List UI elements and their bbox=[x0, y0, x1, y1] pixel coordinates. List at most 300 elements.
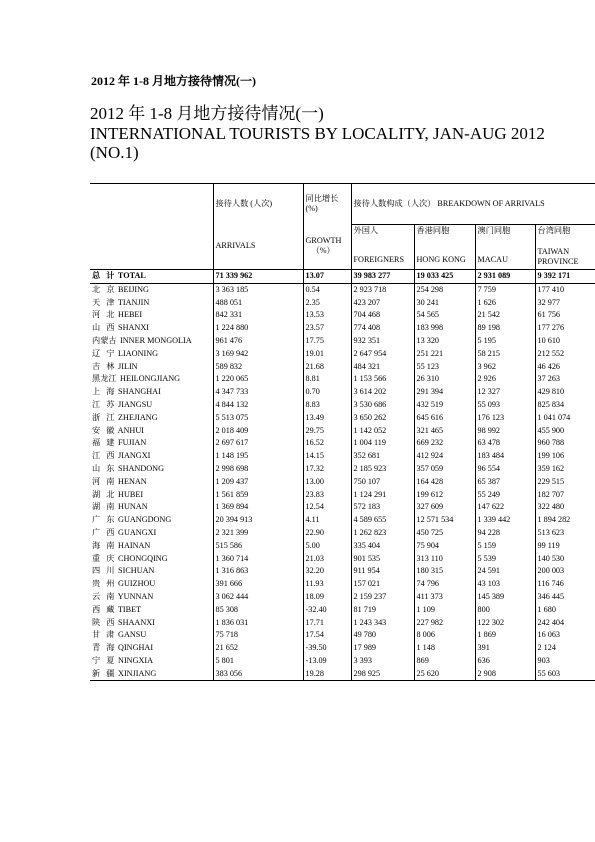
region-name-en: HENAN bbox=[118, 476, 147, 486]
taiwan-cell: 10 610 bbox=[535, 335, 595, 348]
region-name-cn: 江 西 bbox=[92, 451, 117, 461]
region-cell bbox=[90, 411, 213, 424]
macau-cell: 98 992 bbox=[475, 424, 535, 437]
foreigners-cell: 335 404 bbox=[351, 539, 414, 552]
taiwan-cell: 346 445 bbox=[535, 591, 595, 604]
region-name-en: NINGXIA bbox=[118, 655, 154, 665]
arrivals-cell: 2 321 399 bbox=[213, 527, 303, 540]
taiwan-cell: 212 552 bbox=[535, 347, 595, 360]
table-row bbox=[90, 335, 595, 348]
arrivals-cell: 3 363 185 bbox=[213, 283, 303, 296]
arrivals-cell: 2 697 617 bbox=[213, 437, 303, 450]
hongkong-cell: 227 982 bbox=[414, 616, 475, 629]
growth-cell: 4.11 bbox=[303, 514, 351, 527]
hongkong-cell: 74 796 bbox=[414, 578, 475, 591]
region-name-cn: 上 海 bbox=[92, 387, 117, 397]
arrivals-cell: 1 836 031 bbox=[213, 616, 303, 629]
foreigners-cell: 423 207 bbox=[351, 296, 414, 309]
foreigners-cell: 484 321 bbox=[351, 360, 414, 373]
macau-cell: 176 123 bbox=[475, 411, 535, 424]
arrivals-cell: 589 832 bbox=[213, 360, 303, 373]
hongkong-cell: 291 394 bbox=[414, 386, 475, 399]
macau-cell: 183 484 bbox=[475, 450, 535, 463]
region-cell bbox=[90, 373, 213, 386]
foreigners-cell: 1 004 119 bbox=[351, 437, 414, 450]
hongkong-cell: 412 924 bbox=[414, 450, 475, 463]
macau-cell: 636 bbox=[475, 655, 535, 668]
growth-cell: 23.57 bbox=[303, 322, 351, 335]
growth-cell: 18.09 bbox=[303, 591, 351, 604]
table-row bbox=[90, 411, 595, 424]
region-name-cn: 江 苏 bbox=[92, 399, 117, 409]
header-macau-en: MACAU bbox=[475, 238, 535, 270]
region-name-cn: 湖 北 bbox=[92, 489, 117, 499]
growth-cell: 21.68 bbox=[303, 360, 351, 373]
arrivals-cell: 1 369 894 bbox=[213, 501, 303, 514]
region-name-cn: 黑龙江 bbox=[92, 374, 117, 384]
region-name-cn: 青 海 bbox=[92, 643, 117, 653]
region-name-en: TIBET bbox=[117, 604, 142, 614]
arrivals-cell: 1 209 437 bbox=[213, 475, 303, 488]
table-row bbox=[90, 501, 595, 514]
region-cell bbox=[90, 475, 213, 488]
region-name-en: HEBEI bbox=[118, 310, 143, 320]
growth-cell: -39.50 bbox=[303, 642, 351, 655]
region-cell bbox=[90, 463, 213, 476]
taiwan-cell: 32 977 bbox=[535, 296, 595, 309]
region-cell bbox=[90, 539, 213, 552]
macau-cell: 89 198 bbox=[475, 322, 535, 335]
table-row bbox=[90, 578, 595, 591]
foreigners-cell: 750 107 bbox=[351, 475, 414, 488]
growth-cell: 8.81 bbox=[303, 373, 351, 386]
region-cell bbox=[90, 424, 213, 437]
hongkong-cell: 8 006 bbox=[414, 629, 475, 642]
macau-cell: 145 389 bbox=[475, 591, 535, 604]
table-row bbox=[90, 603, 595, 616]
region-name-cn: 广 东 bbox=[92, 515, 117, 525]
foreigners-cell: 1 124 291 bbox=[351, 488, 414, 501]
taiwan-cell: 429 810 bbox=[535, 386, 595, 399]
region-cell bbox=[90, 283, 213, 296]
region-name-cn: 山 西 bbox=[92, 323, 117, 333]
foreigners-cell: 932 351 bbox=[351, 335, 414, 348]
region-cell bbox=[90, 386, 213, 399]
foreigners-cell: 298 925 bbox=[351, 667, 414, 680]
region-cell bbox=[90, 450, 213, 463]
foreigners-cell: 901 535 bbox=[351, 552, 414, 565]
table-row bbox=[90, 437, 595, 450]
macau-cell: 65 387 bbox=[475, 475, 535, 488]
macau-cell: 63 478 bbox=[475, 437, 535, 450]
region-name-cn: 浙 江 bbox=[92, 412, 117, 422]
title-block bbox=[90, 103, 595, 162]
hongkong-cell: 645 616 bbox=[414, 411, 475, 424]
taiwan-cell: 46 426 bbox=[535, 360, 595, 373]
region-name-en: HUNAN bbox=[118, 502, 148, 512]
hongkong-cell: 411 373 bbox=[414, 591, 475, 604]
region-name-cn: 海 南 bbox=[92, 540, 117, 550]
growth-cell: 2.35 bbox=[303, 296, 351, 309]
header-growth-cn: 同比增长 (%) bbox=[303, 184, 351, 225]
arrivals-cell: 383 056 bbox=[213, 667, 303, 680]
growth-cell: 32.20 bbox=[303, 565, 351, 578]
region-cell bbox=[90, 347, 213, 360]
total-growth: 13.07 bbox=[303, 269, 351, 283]
region-name-cn: 四 川 bbox=[92, 566, 117, 576]
region-cell bbox=[90, 322, 213, 335]
hongkong-cell: 26 310 bbox=[414, 373, 475, 386]
region-name-en: GUANGXI bbox=[118, 527, 157, 537]
region-name-en: GANSU bbox=[118, 630, 147, 640]
arrivals-cell: 5 801 bbox=[213, 655, 303, 668]
table-row bbox=[90, 360, 595, 373]
macau-cell: 58 215 bbox=[475, 347, 535, 360]
header-growth-en-label: GROWTH bbox=[305, 236, 342, 246]
region-name-en: XINJIANG bbox=[118, 668, 157, 678]
growth-cell: 14.15 bbox=[303, 450, 351, 463]
hongkong-cell: 54 565 bbox=[414, 309, 475, 322]
region-cell bbox=[90, 309, 213, 322]
region-name-en: TIANJIN bbox=[117, 297, 150, 307]
taiwan-cell: 177 410 bbox=[535, 283, 595, 296]
taiwan-cell: 200 003 bbox=[535, 565, 595, 578]
total-taiwan: 9 392 171 bbox=[535, 269, 595, 283]
foreigners-cell: 1 262 823 bbox=[351, 527, 414, 540]
arrivals-cell: 20 394 913 bbox=[213, 514, 303, 527]
foreigners-cell: 3 614 202 bbox=[351, 386, 414, 399]
region-name-cn: 陕 西 bbox=[92, 617, 117, 627]
region-name-en: JILIN bbox=[118, 361, 138, 371]
region-name-cn: 安 徽 bbox=[92, 425, 117, 435]
macau-cell: 43 103 bbox=[475, 578, 535, 591]
region-cell bbox=[90, 552, 213, 565]
total-label bbox=[90, 269, 213, 283]
growth-cell: -32.40 bbox=[303, 603, 351, 616]
region-name-en: BEIJING bbox=[118, 284, 149, 294]
growth-cell: 16.52 bbox=[303, 437, 351, 450]
region-name-cn: 重 庆 bbox=[92, 553, 117, 563]
foreigners-cell: 1 142 052 bbox=[351, 424, 414, 437]
taiwan-cell: 199 106 bbox=[535, 450, 595, 463]
region-name-en: FUJIAN bbox=[118, 438, 147, 448]
arrivals-cell: 515 586 bbox=[213, 539, 303, 552]
table-row bbox=[90, 296, 595, 309]
foreigners-cell: 352 681 bbox=[351, 450, 414, 463]
hongkong-cell: 12 571 534 bbox=[414, 514, 475, 527]
header-breakdown: 接待人数构成（人次） BREAKDOWN OF ARRIVALS bbox=[351, 184, 595, 225]
hongkong-cell: 432 519 bbox=[414, 399, 475, 412]
table-row bbox=[90, 539, 595, 552]
region-name-en: GUANGDONG bbox=[118, 515, 172, 525]
growth-cell: 17.54 bbox=[303, 629, 351, 642]
region-cell bbox=[90, 527, 213, 540]
region-cell bbox=[90, 360, 213, 373]
region-name-cn: 天 津 bbox=[92, 297, 117, 307]
taiwan-cell: 116 746 bbox=[535, 578, 595, 591]
hongkong-cell: 1 109 bbox=[414, 603, 475, 616]
header-growth-en bbox=[303, 224, 351, 269]
arrivals-cell: 2 998 698 bbox=[213, 463, 303, 476]
taiwan-cell: 825 834 bbox=[535, 399, 595, 412]
region-name-en: SICHUAN bbox=[118, 566, 155, 576]
region-cell bbox=[90, 335, 213, 348]
region-name-en: GUIZHOU bbox=[118, 579, 156, 589]
hongkong-cell: 30 241 bbox=[414, 296, 475, 309]
region-name-cn: 福 建 bbox=[92, 438, 117, 448]
region-cell bbox=[90, 667, 213, 680]
foreigners-cell: 1 243 343 bbox=[351, 616, 414, 629]
header-arrivals-en: ARRIVALS bbox=[213, 224, 303, 269]
region-name-cn: 宁 夏 bbox=[92, 655, 117, 665]
foreigners-cell: 911 954 bbox=[351, 565, 414, 578]
growth-cell: 23.83 bbox=[303, 488, 351, 501]
total-label-cn: 总 计 bbox=[92, 270, 117, 280]
taiwan-cell: 177 276 bbox=[535, 322, 595, 335]
arrivals-cell: 2 018 409 bbox=[213, 424, 303, 437]
region-name-en: SHANGHAI bbox=[118, 387, 161, 397]
table-row bbox=[90, 386, 595, 399]
header-macau-cn: 澳门同胞 bbox=[475, 224, 535, 238]
arrivals-cell: 5 513 075 bbox=[213, 411, 303, 424]
region-name-cn: 西 藏 bbox=[92, 604, 117, 614]
region-cell bbox=[90, 642, 213, 655]
table-row bbox=[90, 283, 595, 296]
arrivals-cell: 488 051 bbox=[213, 296, 303, 309]
hongkong-cell: 450 725 bbox=[414, 527, 475, 540]
growth-cell: 17.32 bbox=[303, 463, 351, 476]
hongkong-cell: 321 465 bbox=[414, 424, 475, 437]
arrivals-cell: 1 316 863 bbox=[213, 565, 303, 578]
total-row bbox=[90, 269, 595, 283]
region-cell bbox=[90, 399, 213, 412]
taiwan-cell: 99 119 bbox=[535, 539, 595, 552]
region-name-en: HAINAN bbox=[118, 540, 151, 550]
macau-cell: 55 249 bbox=[475, 488, 535, 501]
foreigners-cell: 1 153 566 bbox=[351, 373, 414, 386]
foreigners-cell: 2 923 718 bbox=[351, 283, 414, 296]
title-english: INTERNATIONAL TOURISTS BY LOCALITY, JAN-AUG 2012 (NO.1) bbox=[90, 124, 545, 162]
taiwan-cell: 1 894 282 bbox=[535, 514, 595, 527]
growth-cell: 17.75 bbox=[303, 335, 351, 348]
arrivals-cell: 1 220 065 bbox=[213, 373, 303, 386]
region-name-en: YUNNAN bbox=[117, 591, 154, 601]
growth-cell: 22.90 bbox=[303, 527, 351, 540]
tourist-arrivals-table bbox=[90, 183, 595, 681]
arrivals-cell: 1 561 859 bbox=[213, 488, 303, 501]
macau-cell: 1 869 bbox=[475, 629, 535, 642]
region-cell bbox=[90, 296, 213, 309]
region-name-cn: 新 疆 bbox=[92, 668, 117, 678]
table-row bbox=[90, 463, 595, 476]
taiwan-cell: 55 603 bbox=[535, 667, 595, 680]
growth-cell: 5.00 bbox=[303, 539, 351, 552]
foreigners-cell: 774 408 bbox=[351, 322, 414, 335]
region-cell bbox=[90, 565, 213, 578]
growth-cell: 21.03 bbox=[303, 552, 351, 565]
arrivals-cell: 3 062 444 bbox=[213, 591, 303, 604]
macau-cell: 3 962 bbox=[475, 360, 535, 373]
taiwan-cell: 322 480 bbox=[535, 501, 595, 514]
region-cell bbox=[90, 629, 213, 642]
region-cell bbox=[90, 655, 213, 668]
foreigners-cell: 81 719 bbox=[351, 603, 414, 616]
region-name-cn: 广 西 bbox=[92, 527, 117, 537]
header-taiwan-en: TAIWAN PROVINCE bbox=[535, 238, 595, 270]
table-row bbox=[90, 527, 595, 540]
growth-cell: 13.53 bbox=[303, 309, 351, 322]
region-cell bbox=[90, 591, 213, 604]
region-cell bbox=[90, 488, 213, 501]
region-name-cn: 甘 肃 bbox=[92, 630, 117, 640]
arrivals-cell: 842 331 bbox=[213, 309, 303, 322]
hongkong-cell: 55 123 bbox=[414, 360, 475, 373]
table-row bbox=[90, 347, 595, 360]
region-cell bbox=[90, 578, 213, 591]
header-arrivals-cn: 接待人数 (人次) bbox=[213, 184, 303, 225]
taiwan-cell: 359 162 bbox=[535, 463, 595, 476]
macau-cell: 21 542 bbox=[475, 309, 535, 322]
total-foreigners: 39 983 277 bbox=[351, 269, 414, 283]
arrivals-cell: 961 476 bbox=[213, 335, 303, 348]
hongkong-cell: 357 059 bbox=[414, 463, 475, 476]
region-name-en: SHAANXI bbox=[118, 617, 155, 627]
header-foreigners-en: FOREIGNERS bbox=[351, 238, 414, 270]
arrivals-cell: 4 844 132 bbox=[213, 399, 303, 412]
header-taiwan-cn: 台湾同胞 bbox=[535, 224, 595, 238]
table-row bbox=[90, 424, 595, 437]
macau-cell: 12 327 bbox=[475, 386, 535, 399]
table-row bbox=[90, 322, 595, 335]
macau-cell: 96 554 bbox=[475, 463, 535, 476]
macau-cell: 391 bbox=[475, 642, 535, 655]
growth-cell: 19.01 bbox=[303, 347, 351, 360]
foreigners-cell: 157 021 bbox=[351, 578, 414, 591]
arrivals-cell: 1 224 880 bbox=[213, 322, 303, 335]
region-cell bbox=[90, 501, 213, 514]
table-row bbox=[90, 488, 595, 501]
region-name-cn: 吉 林 bbox=[92, 361, 117, 371]
macau-cell: 2 926 bbox=[475, 373, 535, 386]
taiwan-cell: 1 041 074 bbox=[535, 411, 595, 424]
taiwan-cell: 140 530 bbox=[535, 552, 595, 565]
hongkong-cell: 180 315 bbox=[414, 565, 475, 578]
foreigners-cell: 2 647 954 bbox=[351, 347, 414, 360]
foreigners-cell: 3 650 262 bbox=[351, 411, 414, 424]
region-name-en: INNER MONGOLIA bbox=[120, 335, 192, 345]
table-row bbox=[90, 309, 595, 322]
hongkong-cell: 251 221 bbox=[414, 347, 475, 360]
macau-cell: 800 bbox=[475, 603, 535, 616]
arrivals-cell: 21 652 bbox=[213, 642, 303, 655]
growth-cell: 11.93 bbox=[303, 578, 351, 591]
hongkong-cell: 1 148 bbox=[414, 642, 475, 655]
foreigners-cell: 3 530 686 bbox=[351, 399, 414, 412]
growth-cell: 17.71 bbox=[303, 616, 351, 629]
table-row bbox=[90, 552, 595, 565]
foreigners-cell: 4 589 655 bbox=[351, 514, 414, 527]
hongkong-cell: 13 320 bbox=[414, 335, 475, 348]
region-cell bbox=[90, 603, 213, 616]
growth-cell: 13.00 bbox=[303, 475, 351, 488]
header-growth-unit: （%） bbox=[311, 246, 335, 256]
hongkong-cell: 869 bbox=[414, 655, 475, 668]
table-row bbox=[90, 629, 595, 642]
table-row bbox=[90, 655, 595, 668]
hongkong-cell: 75 904 bbox=[414, 539, 475, 552]
region-name-cn: 云 南 bbox=[92, 591, 117, 601]
taiwan-cell: 960 788 bbox=[535, 437, 595, 450]
region-name-en: HUBEI bbox=[118, 489, 144, 499]
macau-cell: 1 339 442 bbox=[475, 514, 535, 527]
growth-cell: 12.54 bbox=[303, 501, 351, 514]
macau-cell: 2 908 bbox=[475, 667, 535, 680]
growth-cell: 0.70 bbox=[303, 386, 351, 399]
table-row bbox=[90, 642, 595, 655]
region-name-en: SHANXI bbox=[118, 323, 149, 333]
table-row bbox=[90, 373, 595, 386]
growth-cell: 19.28 bbox=[303, 667, 351, 680]
region-cell bbox=[90, 616, 213, 629]
table-row bbox=[90, 591, 595, 604]
hongkong-cell: 25 620 bbox=[414, 667, 475, 680]
hongkong-cell: 669 232 bbox=[414, 437, 475, 450]
total-arrivals: 71 339 962 bbox=[213, 269, 303, 283]
total-macau: 2 931 089 bbox=[475, 269, 535, 283]
growth-cell: 29.75 bbox=[303, 424, 351, 437]
region-name-cn: 贵 州 bbox=[92, 579, 117, 589]
taiwan-cell: 182 707 bbox=[535, 488, 595, 501]
hongkong-cell: 164 428 bbox=[414, 475, 475, 488]
macau-cell: 24 591 bbox=[475, 565, 535, 578]
macau-cell: 5 539 bbox=[475, 552, 535, 565]
region-name-en: QINGHAI bbox=[118, 643, 154, 653]
region-name-cn: 内蒙古 bbox=[92, 335, 117, 345]
table-row bbox=[90, 450, 595, 463]
taiwan-cell: 61 756 bbox=[535, 309, 595, 322]
arrivals-cell: 1 148 195 bbox=[213, 450, 303, 463]
arrivals-cell: 75 718 bbox=[213, 629, 303, 642]
taiwan-cell: 37 263 bbox=[535, 373, 595, 386]
hongkong-cell: 327 609 bbox=[414, 501, 475, 514]
table-row bbox=[90, 667, 595, 680]
region-name-cn: 湖 南 bbox=[92, 502, 117, 512]
hongkong-cell: 183 998 bbox=[414, 322, 475, 335]
arrivals-cell: 3 169 942 bbox=[213, 347, 303, 360]
foreigners-cell: 2 185 923 bbox=[351, 463, 414, 476]
macau-cell: 94 228 bbox=[475, 527, 535, 540]
region-name-cn: 河 南 bbox=[92, 476, 117, 486]
header-row-1 bbox=[90, 184, 595, 225]
macau-cell: 147 622 bbox=[475, 501, 535, 514]
total-label-en: TOTAL bbox=[117, 270, 146, 280]
arrivals-cell: 1 360 714 bbox=[213, 552, 303, 565]
hongkong-cell: 199 612 bbox=[414, 488, 475, 501]
header-foreigners-cn: 外国人 bbox=[351, 224, 414, 238]
foreigners-cell: 2 159 237 bbox=[351, 591, 414, 604]
region-name-en: ZHEJIANG bbox=[118, 412, 158, 422]
region-name-cn: 辽 宁 bbox=[92, 348, 117, 358]
region-name-en: JIANGXI bbox=[118, 451, 151, 461]
table-row bbox=[90, 616, 595, 629]
macau-cell: 5 195 bbox=[475, 335, 535, 348]
macau-cell: 55 093 bbox=[475, 399, 535, 412]
region-cell bbox=[90, 437, 213, 450]
header-hongkong-cn: 香港同胞 bbox=[414, 224, 475, 238]
arrivals-cell: 85 308 bbox=[213, 603, 303, 616]
region-name-cn: 山 东 bbox=[92, 463, 117, 473]
taiwan-cell: 1 680 bbox=[535, 603, 595, 616]
